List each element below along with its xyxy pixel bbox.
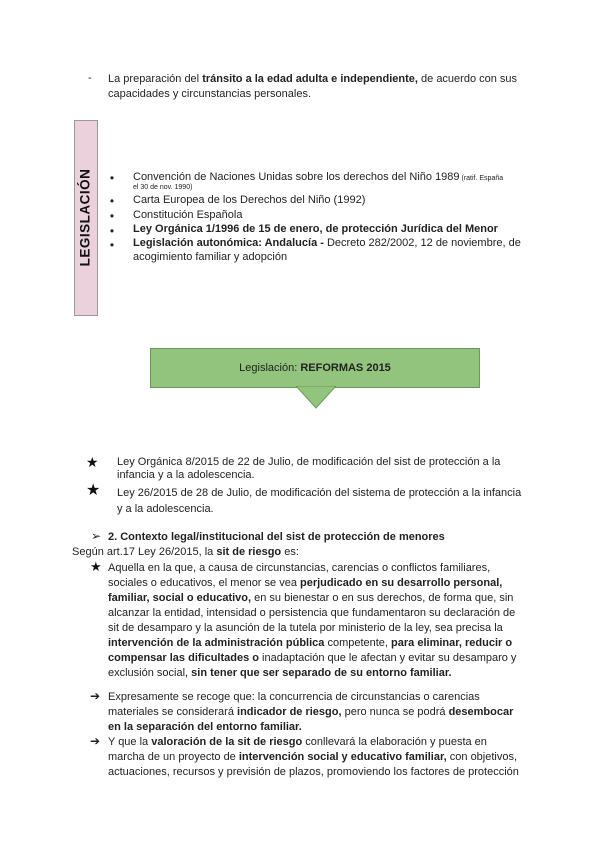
star-icon: ★	[90, 559, 102, 574]
definition-line: compensar las dificultades o inadaptación que le afectan y evitar su desamparo y	[108, 652, 517, 664]
leg-item-1: Convención de Naciones Unidas sobre los derechos del Niño 1989 (ratif. España	[133, 171, 504, 183]
arrow-item-1-line: materiales se considerará indicador de riesgo, pero nunca se podrá desembocar	[108, 706, 514, 718]
legislacion-label: LEGISLACIÓN	[77, 168, 93, 266]
arrow-item-2-line: Y que la valoración de la sit de riesgo conllevará la elaboración y puesta en	[108, 736, 487, 748]
ley-26-2015-line1: Ley 26/2015 de 28 de Julio, de modificación del sistema de protección a la infancia	[117, 487, 522, 499]
leg-item-5-cont: acogimiento familiar y adopción	[133, 251, 288, 263]
definition-line: Aquella en la que, a causa de circunstancias, carencias o conflictos familiares,	[108, 562, 491, 574]
bullet: •	[109, 171, 115, 185]
bullet: •	[109, 209, 115, 223]
leg-item-2: Carta Europea de los Derechos del Niño (1992)	[133, 194, 366, 206]
definition-line: sociales o educativos, el menor se vea perjudicado en su desarrollo personal,	[108, 577, 503, 589]
down-arrow-icon	[296, 386, 336, 410]
arrow-right-icon: ➔	[90, 734, 101, 748]
arrow-item-1-line: en la separación del entorno familiar.	[108, 721, 302, 733]
section-heading: 2. Contexto legal/institucional del sist de protección de menores	[108, 531, 445, 543]
bullet: •	[109, 238, 115, 252]
intro-dash: -	[88, 72, 92, 84]
arrow-item-2-line: actuaciones, recursos y previsión de plazos, promoviendo los factores de protección	[108, 766, 519, 778]
intro-text: de acuerdo con sus	[417, 73, 518, 85]
arrow-item-2-line: marcha de un proyecto de intervención social y educativo familiar, con objetivos,	[108, 751, 518, 763]
ley-8-2015-line2: infancia y a la adolescencia.	[117, 469, 255, 481]
reformas-label: Legislación: REFORMAS 2015	[239, 362, 391, 374]
leg-item-1-note: el 30 de nov. 1990)	[133, 184, 193, 191]
star-icon: ★	[86, 482, 101, 499]
definition-line: familiar, social o educativo, en su bienestar o en sus derechos, de forma que, sin	[108, 592, 514, 604]
leg-item-5: Legislación autonómica: Andalucía - Decreto 282/2002, 12 de noviembre, de	[133, 237, 521, 249]
intro-text: capacidades y circunstancias personales.	[108, 88, 312, 100]
intro-bold: tránsito a la edad adulta e independiente,	[202, 73, 418, 85]
definition-line: sit de desamparo y la asunción de la tutela por ministerio de la ley, sea precisa la	[108, 622, 503, 634]
leg-item-3: Constitución Española	[133, 209, 243, 221]
contexto-intro: Según art.17 Ley 26/2015, la sit de riesgo es:	[72, 546, 299, 558]
intro-text: La preparación del	[108, 73, 203, 85]
arrow-right-icon: ➔	[90, 689, 101, 703]
definition-line: alcanzar la entidad, intensidad o persistencia que fundamentaron su declaración de	[108, 607, 516, 619]
ley-8-2015-line1: Ley Orgánica 8/2015 de 22 de Julio, de modificación del sist de protección a la	[117, 456, 501, 468]
reformas-box	[150, 348, 480, 388]
bullet: •	[109, 194, 115, 208]
arrow-item-1-line: Expresamente se recoge que: la concurrencia de circunstancias o carencias	[108, 691, 480, 703]
star-icon: ★	[86, 454, 99, 470]
definition-line: exclusión social, sin tener que ser separado de su entorno familiar.	[108, 667, 452, 679]
arrowhead-icon: ➢	[91, 529, 102, 543]
intro-paragraph	[108, 72, 548, 102]
leg-item-4: Ley Orgánica 1/1996 de 15 de enero, de protección Jurídica del Menor	[133, 223, 498, 235]
bullet: •	[109, 224, 115, 238]
ley-26-2015-line2: y a la adolescencia.	[117, 503, 214, 515]
definition-line: intervención de la administración pública competente, para eliminar, reducir o	[108, 637, 513, 649]
